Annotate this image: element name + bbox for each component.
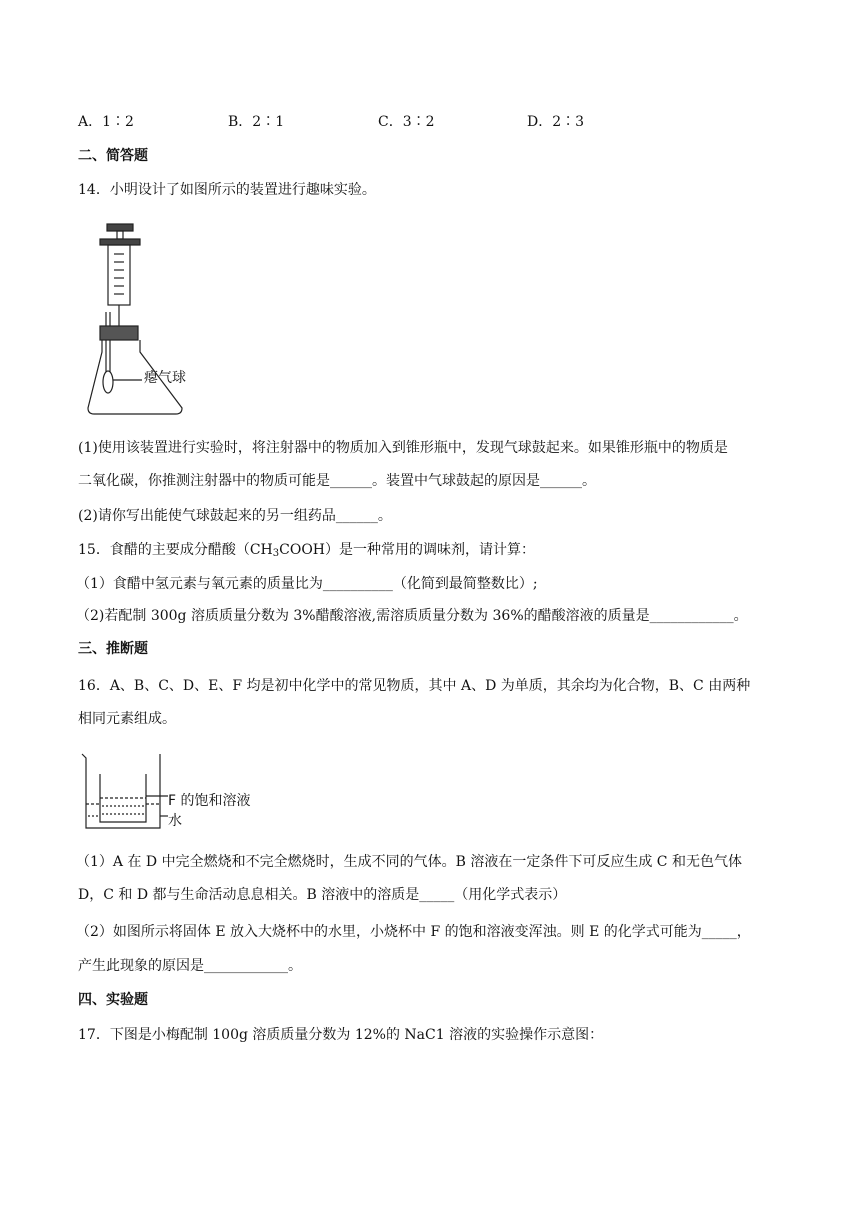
water-label: 水 [168, 813, 182, 829]
option-d: D．2∶3 [527, 114, 585, 130]
question-16-part-2-line-2: 产生此现象的原因是____________。 [78, 958, 302, 974]
question-15-subscript: 3 [272, 548, 280, 559]
question-16-stem-line-2: 相同元素组成。 [78, 711, 176, 727]
section-title-experiment: 四、实验题 [78, 992, 148, 1008]
saturated-solution-label: F 的饱和溶液 [168, 793, 251, 809]
question-17-stem: 17．下图是小梅配制 100g 溶质质量分数为 12%的 NaC1 溶液的实验操作示意图： [78, 1027, 604, 1043]
option-c: C．3∶2 [378, 114, 435, 130]
question-16-stem-line-1: 16．A、B、C、D、E、F 均是初中化学中的常见物质，其中 A、D 为单质，其余均为化合物，B、C 由两种 [78, 678, 751, 694]
option-b: B．2∶1 [228, 114, 285, 130]
deflated-balloon-label: 瘪气球 [144, 370, 186, 386]
question-14-part-1-line-2: 二氧化碳，你推测注射器中的物质可能是______。装置中气球鼓起的原因是______。 [78, 473, 596, 489]
question-14-part-1-line-1: (1)使用该装置进行实验时，将注射器中的物质加入到锥形瓶中，发现气球鼓起来。如果锥形瓶中的物质是 [78, 440, 728, 456]
syringe-flask-figure [84, 222, 214, 418]
question-16-part-1-line-2: D，C 和 D 都与生命活动息息相关。B 溶液中的溶质是_____（用化学式表示） [78, 887, 567, 903]
question-15-part-1: （1）食醋中氢元素与氧元素的质量比为__________（化简到最简整数比）; [76, 576, 538, 592]
option-a: A．1∶2 [78, 114, 134, 130]
question-14-stem: 14．小明设计了如图所示的装置进行趣味实验。 [78, 182, 376, 198]
beaker-figure [80, 752, 170, 832]
section-title-short-answer: 二、简答题 [78, 148, 148, 164]
question-16-part-1-line-1: （1）A 在 D 中完全燃烧和不完全燃烧时，生成不同的气体。B 溶液在一定条件下可反应生成 C 和无色气体 [76, 854, 742, 870]
question-15-stem-before: 15．食醋的主要成分醋酸（CH [78, 542, 273, 558]
question-16-part-2-line-1: （2）如图所示将固体 E 放入大烧杯中的水里，小烧杯中 F 的饱和溶液变浑浊。则 E 的化学式可能为_____， [76, 924, 751, 940]
question-14-part-2: (2)请你写出能使气球鼓起来的另一组药品______。 [78, 508, 392, 524]
question-15-stem-after: COOH）是一种常用的调味剂，请计算： [279, 542, 536, 558]
question-15-stem [78, 540, 535, 564]
question-15-part-2: （2)若配制 300g 溶质质量分数为 3%醋酸溶液,需溶质质量分数为 36%的醋酸溶液的质量是____________。 [76, 608, 748, 624]
section-title-inference: 三、推断题 [78, 641, 148, 657]
